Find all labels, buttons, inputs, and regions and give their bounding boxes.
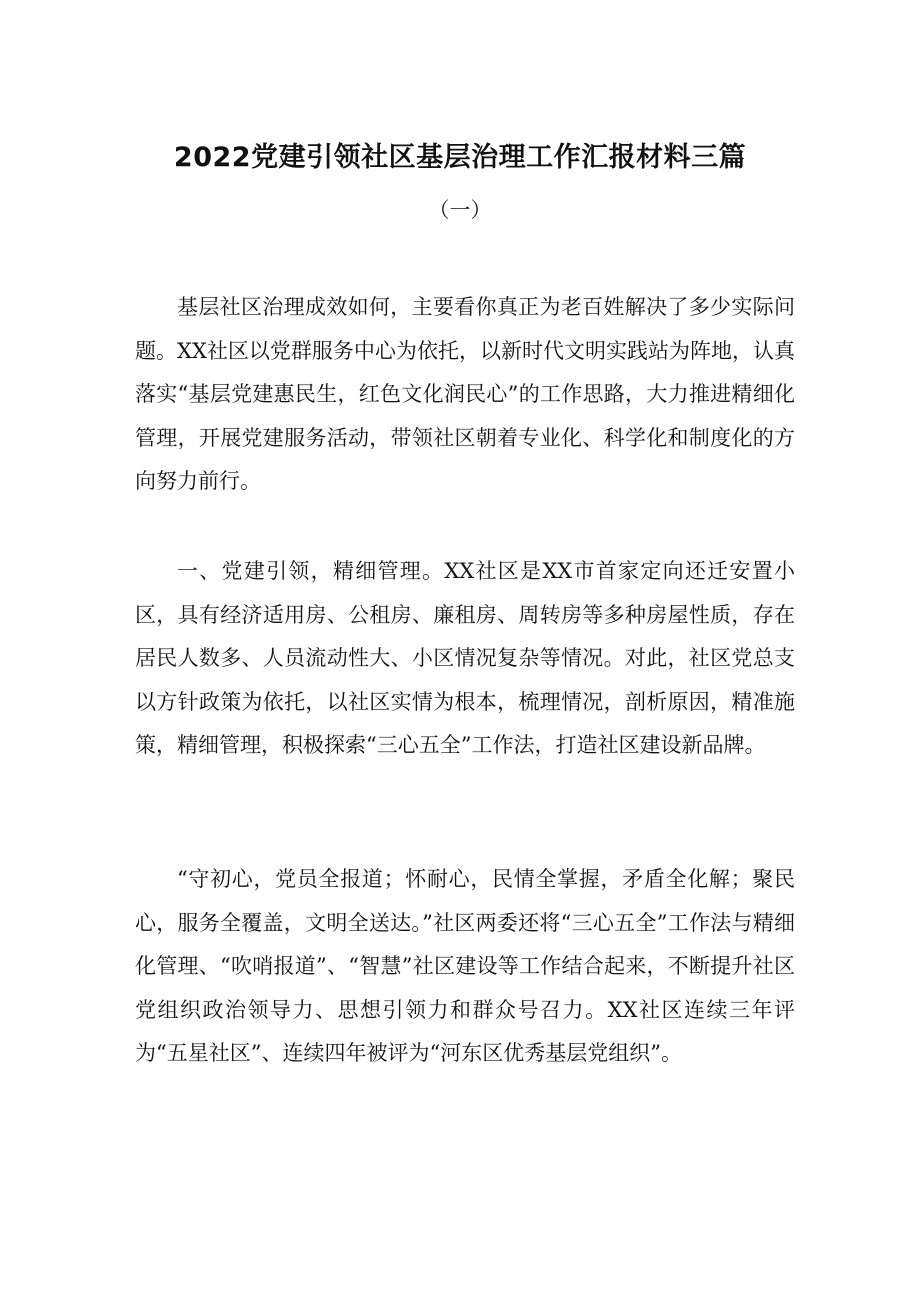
paragraph-party-leadership: 一、党建引领，精细管理。XX社区是XX市首家定向还迁安置小区，具有经济适用房、公租房、廉租房、周转房等多种房屋性质，存在居民人数多、人员流动性大、小区情况复杂等情况。对此，社区党总支以方针政策为依托，以社区实情为根本，梳理情况，剖析原因，精准施策，精细管理，积极探索“三心五全”工作法，打造社区建设新品牌。 <box>135 559 795 757</box>
section-number: （一） <box>428 198 492 222</box>
paragraph-intro: 基层社区治理成效如何，主要看你真正为老百姓解决了多少实际问题。XX社区以党群服务中心为依托，以新时代文明实践站为阵地，认真落实“基层党建惠民生，红色文化润民心”的工作思路，大力推进精细化管理，开展党建服务活动，带领社区朝着专业化、科学化和制度化的方向努力前行。 <box>135 295 795 493</box>
document-title: 2022党建引领社区基层治理工作汇报材料三篇 <box>173 142 747 173</box>
paragraph-three-hearts: “守初心，党员全报道；怀耐心，民情全掌握，矛盾全化解；聚民心，服务全覆盖，文明全送达。”社区两委还将“三心五全”工作法与精细化管理、“吹哨报道”、“智慧”社区建设等工作结合起来，不断提升社区党组织政治领导力、思想引领力和群众号召力。XX社区连续三年评为“五星社区”、连续四年被评为“河东区优秀基层党组织”。 <box>135 867 795 1065</box>
